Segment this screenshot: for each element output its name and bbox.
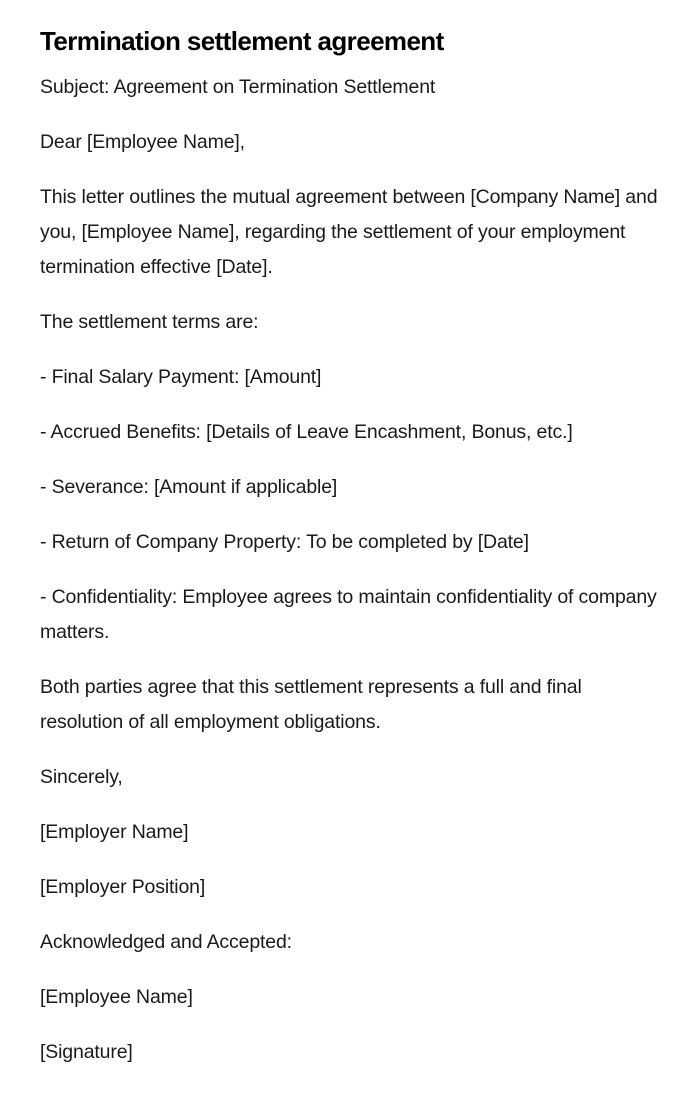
employee-name: [Employee Name] xyxy=(40,986,193,1008)
term-confidentiality: - Confidentiality: Employee agrees to maintain confidentiality of company matters. xyxy=(40,586,657,643)
intro-paragraph: This letter outlines the mutual agreement between [Company Name] and you, [Employee Name], regarding the settlement of your employment termination effective [Date]. xyxy=(40,186,658,278)
term-return-property: - Return of Company Property: To be completed by [Date] xyxy=(40,531,529,553)
employer-name: [Employer Name] xyxy=(40,821,189,843)
salutation: Dear [Employee Name], xyxy=(40,131,245,153)
closing: Sincerely, xyxy=(40,766,123,788)
term-severance: - Severance: [Amount if applicable] xyxy=(40,476,338,498)
acknowledgement-heading: Acknowledged and Accepted: xyxy=(40,931,292,953)
resolution-paragraph: Both parties agree that this settlement represents a full and final resolution of all employment obligations. xyxy=(40,676,582,733)
subject-line: Subject: Agreement on Termination Settlement xyxy=(40,76,436,98)
employer-position: [Employer Position] xyxy=(40,876,206,898)
terms-heading: The settlement terms are: xyxy=(40,311,259,333)
term-accrued-benefits: - Accrued Benefits: [Details of Leave Encashment, Bonus, etc.] xyxy=(40,421,573,443)
document-title: Termination settlement agreement xyxy=(40,26,444,56)
term-final-salary: - Final Salary Payment: [Amount] xyxy=(40,366,322,388)
signature: [Signature] xyxy=(40,1041,133,1063)
